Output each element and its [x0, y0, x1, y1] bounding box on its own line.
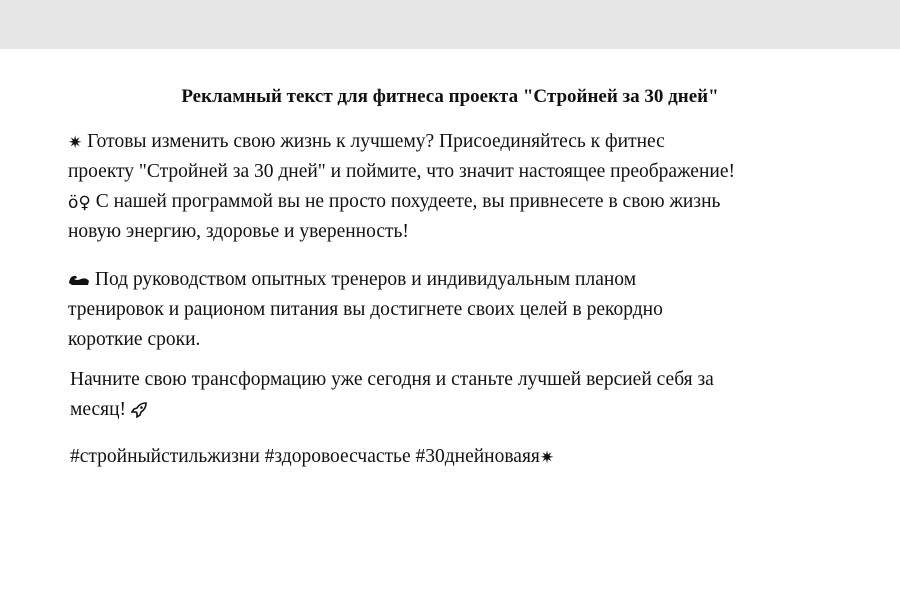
paragraph-line: новую энергию, здоровье и уверенность!	[68, 221, 409, 242]
hashtags-line	[70, 442, 870, 472]
paragraph-line: Под руководством опытных тренеров и индивидуальным планом	[68, 265, 868, 295]
viewer-top-bar	[0, 0, 900, 49]
paragraph-line: короткие сроки.	[68, 329, 201, 350]
paragraph-trainers	[68, 265, 868, 355]
star-icon: ✷	[68, 133, 83, 153]
hashtags: #стройныйстильжизни #здоровоесчастье #30днейноваяя	[70, 446, 540, 467]
rocket-icon	[131, 402, 147, 420]
document-title: Рекламный текст для фитнеса проекта "Стройней за 30 дней"	[181, 86, 719, 107]
paragraph-line: Начните свою трансформацию уже сегодня и станьте лучшей версией себя за	[70, 369, 714, 390]
paragraph-line: ✷ Готовы изменить свою жизнь к лучшему? Присоединяйтесь к фитнес	[68, 131, 665, 153]
paragraph-line: ӧ♀ С нашей программой вы не просто похудеете, вы привнесете в свою жизнь	[68, 191, 721, 213]
paragraph-intro	[68, 127, 868, 247]
star-icon: ✷	[539, 448, 555, 468]
flexed-bicep-icon	[68, 273, 90, 290]
paragraph-call-to-action	[70, 365, 870, 425]
paragraph-line: тренировок и рационом питания вы достигнете своих целей в рекордно	[68, 299, 663, 320]
weightlifter-woman-icon: ӧ♀	[68, 193, 91, 213]
paragraph-line: месяц!	[70, 395, 870, 425]
paragraph-line: проекту "Стройней за 30 дней" и поймите, что значит настоящее преображение!	[68, 161, 735, 182]
